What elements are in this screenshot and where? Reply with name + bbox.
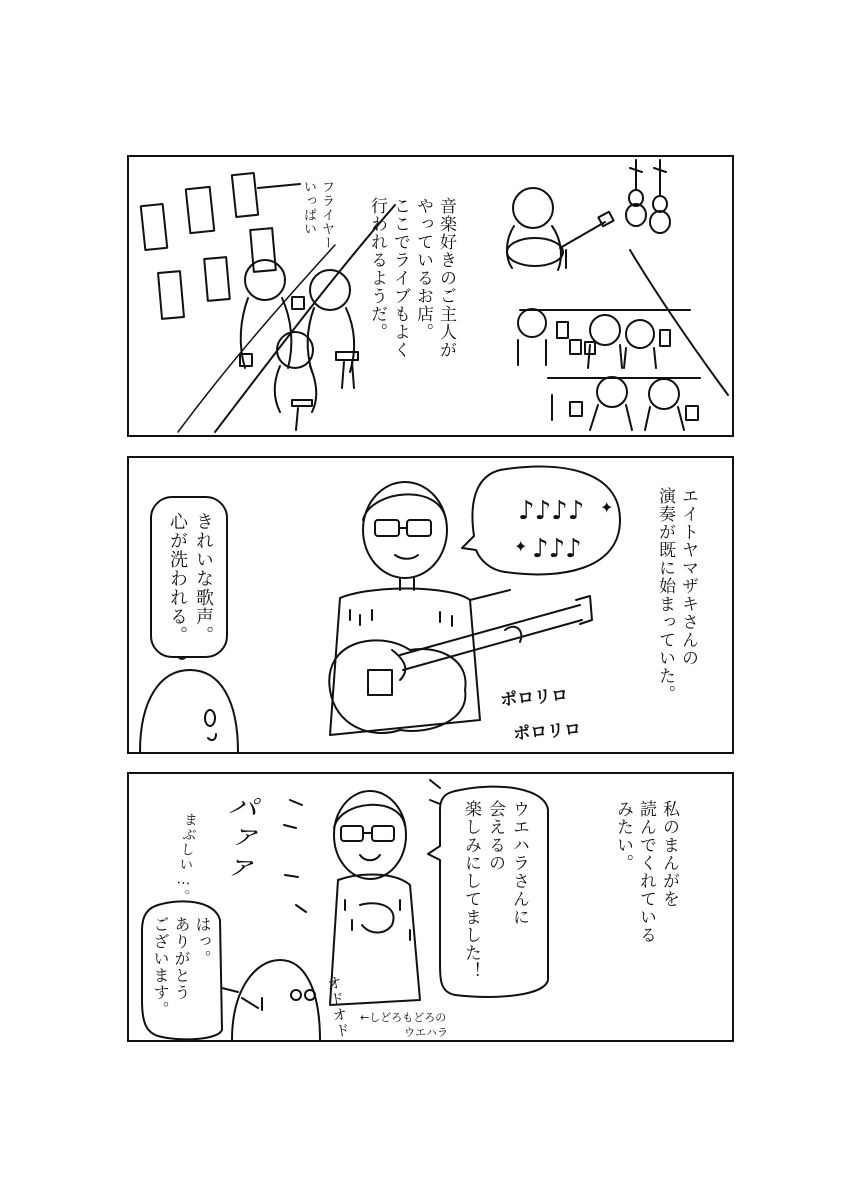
arrow-note-line: ウエハラ [404, 1026, 448, 1039]
sfx-fidget: オドオド [323, 973, 353, 1041]
sfx-strum-2: ポロリロ [512, 719, 582, 745]
reply-line: はっ。 [193, 916, 212, 967]
panel-3-narration [611, 800, 680, 1000]
greeting-speech [459, 800, 531, 985]
speech-line: 楽しみにしてました！ [461, 800, 481, 980]
sfx-dazzle: パァァ [211, 788, 260, 886]
guitarist-drawing [507, 188, 614, 270]
narration-line: 私のまんがを [659, 800, 679, 908]
sparkle-icon: ✦ [600, 498, 614, 517]
smiling-man-drawing [330, 791, 420, 1005]
flyer-note [299, 180, 335, 250]
narration-line: 行われるようだ。 [367, 197, 387, 341]
narration-line: みたい。 [613, 800, 633, 872]
dazzle-note: まぶしい…。 [173, 811, 199, 905]
reply-line: ございます。 [151, 916, 170, 1018]
music-notes [518, 492, 584, 568]
reply-line: ありがとう [172, 916, 191, 1001]
panel-1-narration [365, 197, 457, 417]
notes-line: ♪♪♪♪ [518, 496, 585, 526]
guitar-drawing [329, 596, 592, 733]
sparkle-icon: ✦ [514, 537, 528, 556]
speech-line: 会えるの [485, 800, 505, 872]
arrow-note-line: ←しどろもどろの [360, 1011, 447, 1024]
narration-line: 読んでくれている [636, 800, 656, 944]
speech-line: ウエハラさんに [509, 800, 529, 926]
panel-2-narration [653, 487, 699, 737]
flyer-note-line: フライヤー [319, 180, 334, 250]
arrow-note [360, 1010, 448, 1040]
thought-text [164, 512, 216, 652]
notes-line: ♪♪♪ [532, 534, 582, 564]
sfx-strum-1: ポロリロ [499, 685, 569, 711]
uehara-blob-drawing [232, 960, 320, 1040]
narration-line: ここでライブもよく [390, 197, 410, 359]
hanging-guitars-drawing [626, 160, 670, 233]
thought-line: きれいな歌声。 [193, 512, 214, 645]
narration-line: エイトヤマザキさんの [678, 487, 698, 667]
flyer-note-line: いっぱい [301, 180, 316, 236]
narration-line: やっているお店。 [413, 197, 433, 341]
audience-drawing [518, 309, 700, 430]
narration-line: 演奏が既に始まっていた。 [655, 487, 675, 703]
narration-line: 音楽好きのご主人が [436, 197, 456, 359]
reply-speech [150, 916, 213, 1031]
thought-line: 心が洗われる。 [167, 512, 188, 645]
dazzle-lines [284, 780, 445, 912]
